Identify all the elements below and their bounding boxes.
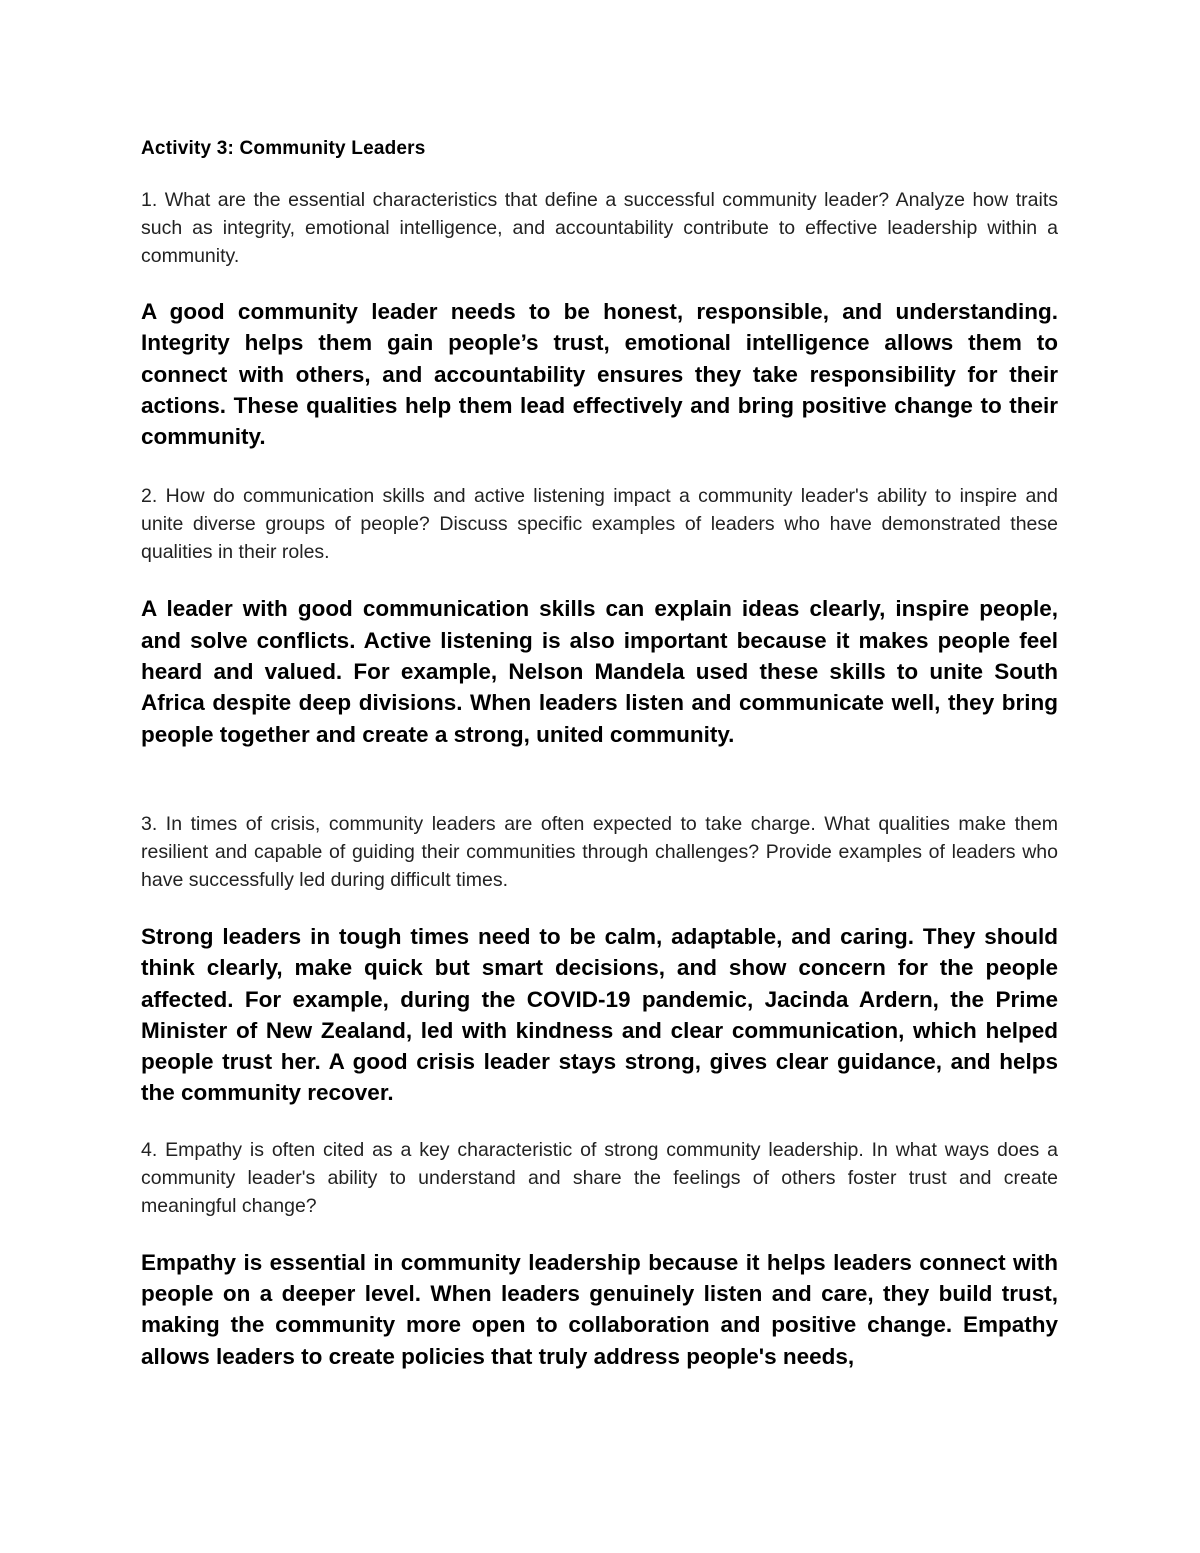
- answer-4: Empathy is essential in community leadership because it helps leaders connect with people on a deeper level. When leaders genuinely listen and care, they build trust, making the community more open to collaboration and positive change. Empathy allows leaders to create policies that truly address people's needs,: [141, 1249, 1058, 1369]
- question-3: 3. In times of crisis, community leaders are often expected to take charge. What qualities make them resilient and capable of guiding their communities through challenges? Provide examples of leaders who have successfully led during difficult times.: [141, 812, 1058, 891]
- document-body: [141, 138, 1058, 1372]
- document-title: Activity 3: Community Leaders: [141, 138, 426, 159]
- answer-1: A good community leader needs to be honest, responsible, and understanding. Integrity helps them gain people’s trust, emotional intelligence allows them to connect with others, and accountability ensures they take responsibility for their actions. These qualities help them lead effectively and bring positive change to their community.: [141, 299, 1058, 450]
- question-4: 4. Empathy is often cited as a key characteristic of strong community leadership. In what ways does a community leader's ability to understand and share the feelings of others foster trust and create meaningful change?: [141, 1138, 1058, 1217]
- answer-2: A leader with good communication skills can explain ideas clearly, inspire people, and solve conflicts. Active listening is also important because it makes people feel heard and valued. For example, Nelson Mandela used these skills to unite South Africa despite deep divisions. When leaders listen and communicate well, they bring people together and create a strong, united community.: [141, 596, 1058, 747]
- question-1: 1. What are the essential characteristics that define a successful community leader? Analyze how traits such as integrity, emotional intelligence, and accountability contribute to effective leadership within a community.: [141, 189, 1058, 267]
- answer-3: Strong leaders in tough times need to be calm, adaptable, and caring. They should think clearly, make quick but smart decisions, and show concern for the people affected. For example, during the COVID-19 pandemic, Jacinda Ardern, the Prime Minister of New Zealand, led with kindness and clear communication, which helped people trust her. A good crisis leader stays strong, gives clear guidance, and helps the community recover.: [141, 923, 1058, 1106]
- question-2: 2. How do communication skills and active listening impact a community leader's ability to inspire and unite diverse groups of people? Discuss specific examples of leaders who have demonstrated these qualities in their roles.: [141, 485, 1058, 564]
